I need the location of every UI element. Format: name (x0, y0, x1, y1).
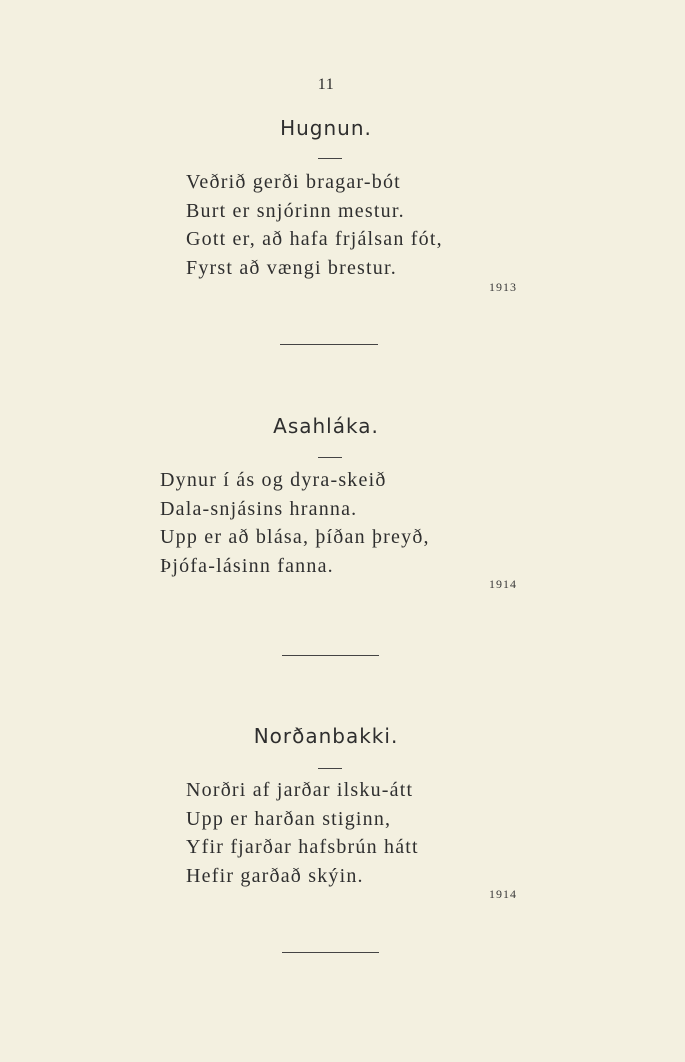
poem-verse-nordanbakki (186, 776, 419, 890)
verse-line: Upp er að blása, þíðan þreyð, (160, 526, 430, 548)
verse-line: Veðrið gerði bragar-bót (186, 171, 401, 193)
section-separator (280, 344, 378, 345)
poem-year: 1914 (489, 887, 517, 901)
poem-verse-hugnun (186, 168, 443, 282)
verse-line: Dynur í ás og dyra-skeið (160, 469, 387, 491)
verse-line: Norðri af jarðar ilsku-átt (186, 779, 414, 801)
verse-line: Gott er, að hafa frjálsan fót, (186, 228, 443, 250)
poem-year: 1914 (489, 577, 517, 591)
verse-line: Hefir garðað skýin. (186, 864, 364, 887)
section-separator (282, 655, 379, 656)
verse-line: Dala-snjásins hranna. (160, 497, 358, 520)
title-dash (318, 457, 342, 458)
poem-title-nordanbakki: Norðanbakki. (253, 724, 399, 748)
poem-title-asahlaka: Asahláka. (273, 414, 379, 438)
title-dash (318, 158, 342, 159)
verse-line: Fyrst að vængi brestur. (186, 256, 397, 279)
poem-title-hugnun: Hugnun. (280, 116, 372, 140)
verse-line: Þjófa-lásinn fanna. (160, 554, 334, 577)
verse-line: Burt er snjórinn mestur. (186, 199, 405, 222)
section-separator (282, 952, 379, 953)
verse-line: Yfir fjarðar hafsbrún hátt (186, 836, 419, 858)
poem-year: 1913 (489, 280, 517, 294)
poem-verse-asahlaka (160, 466, 430, 580)
title-dash (318, 768, 342, 769)
page-number: 11 (317, 76, 335, 93)
verse-line: Upp er harðan stiginn, (186, 807, 392, 830)
